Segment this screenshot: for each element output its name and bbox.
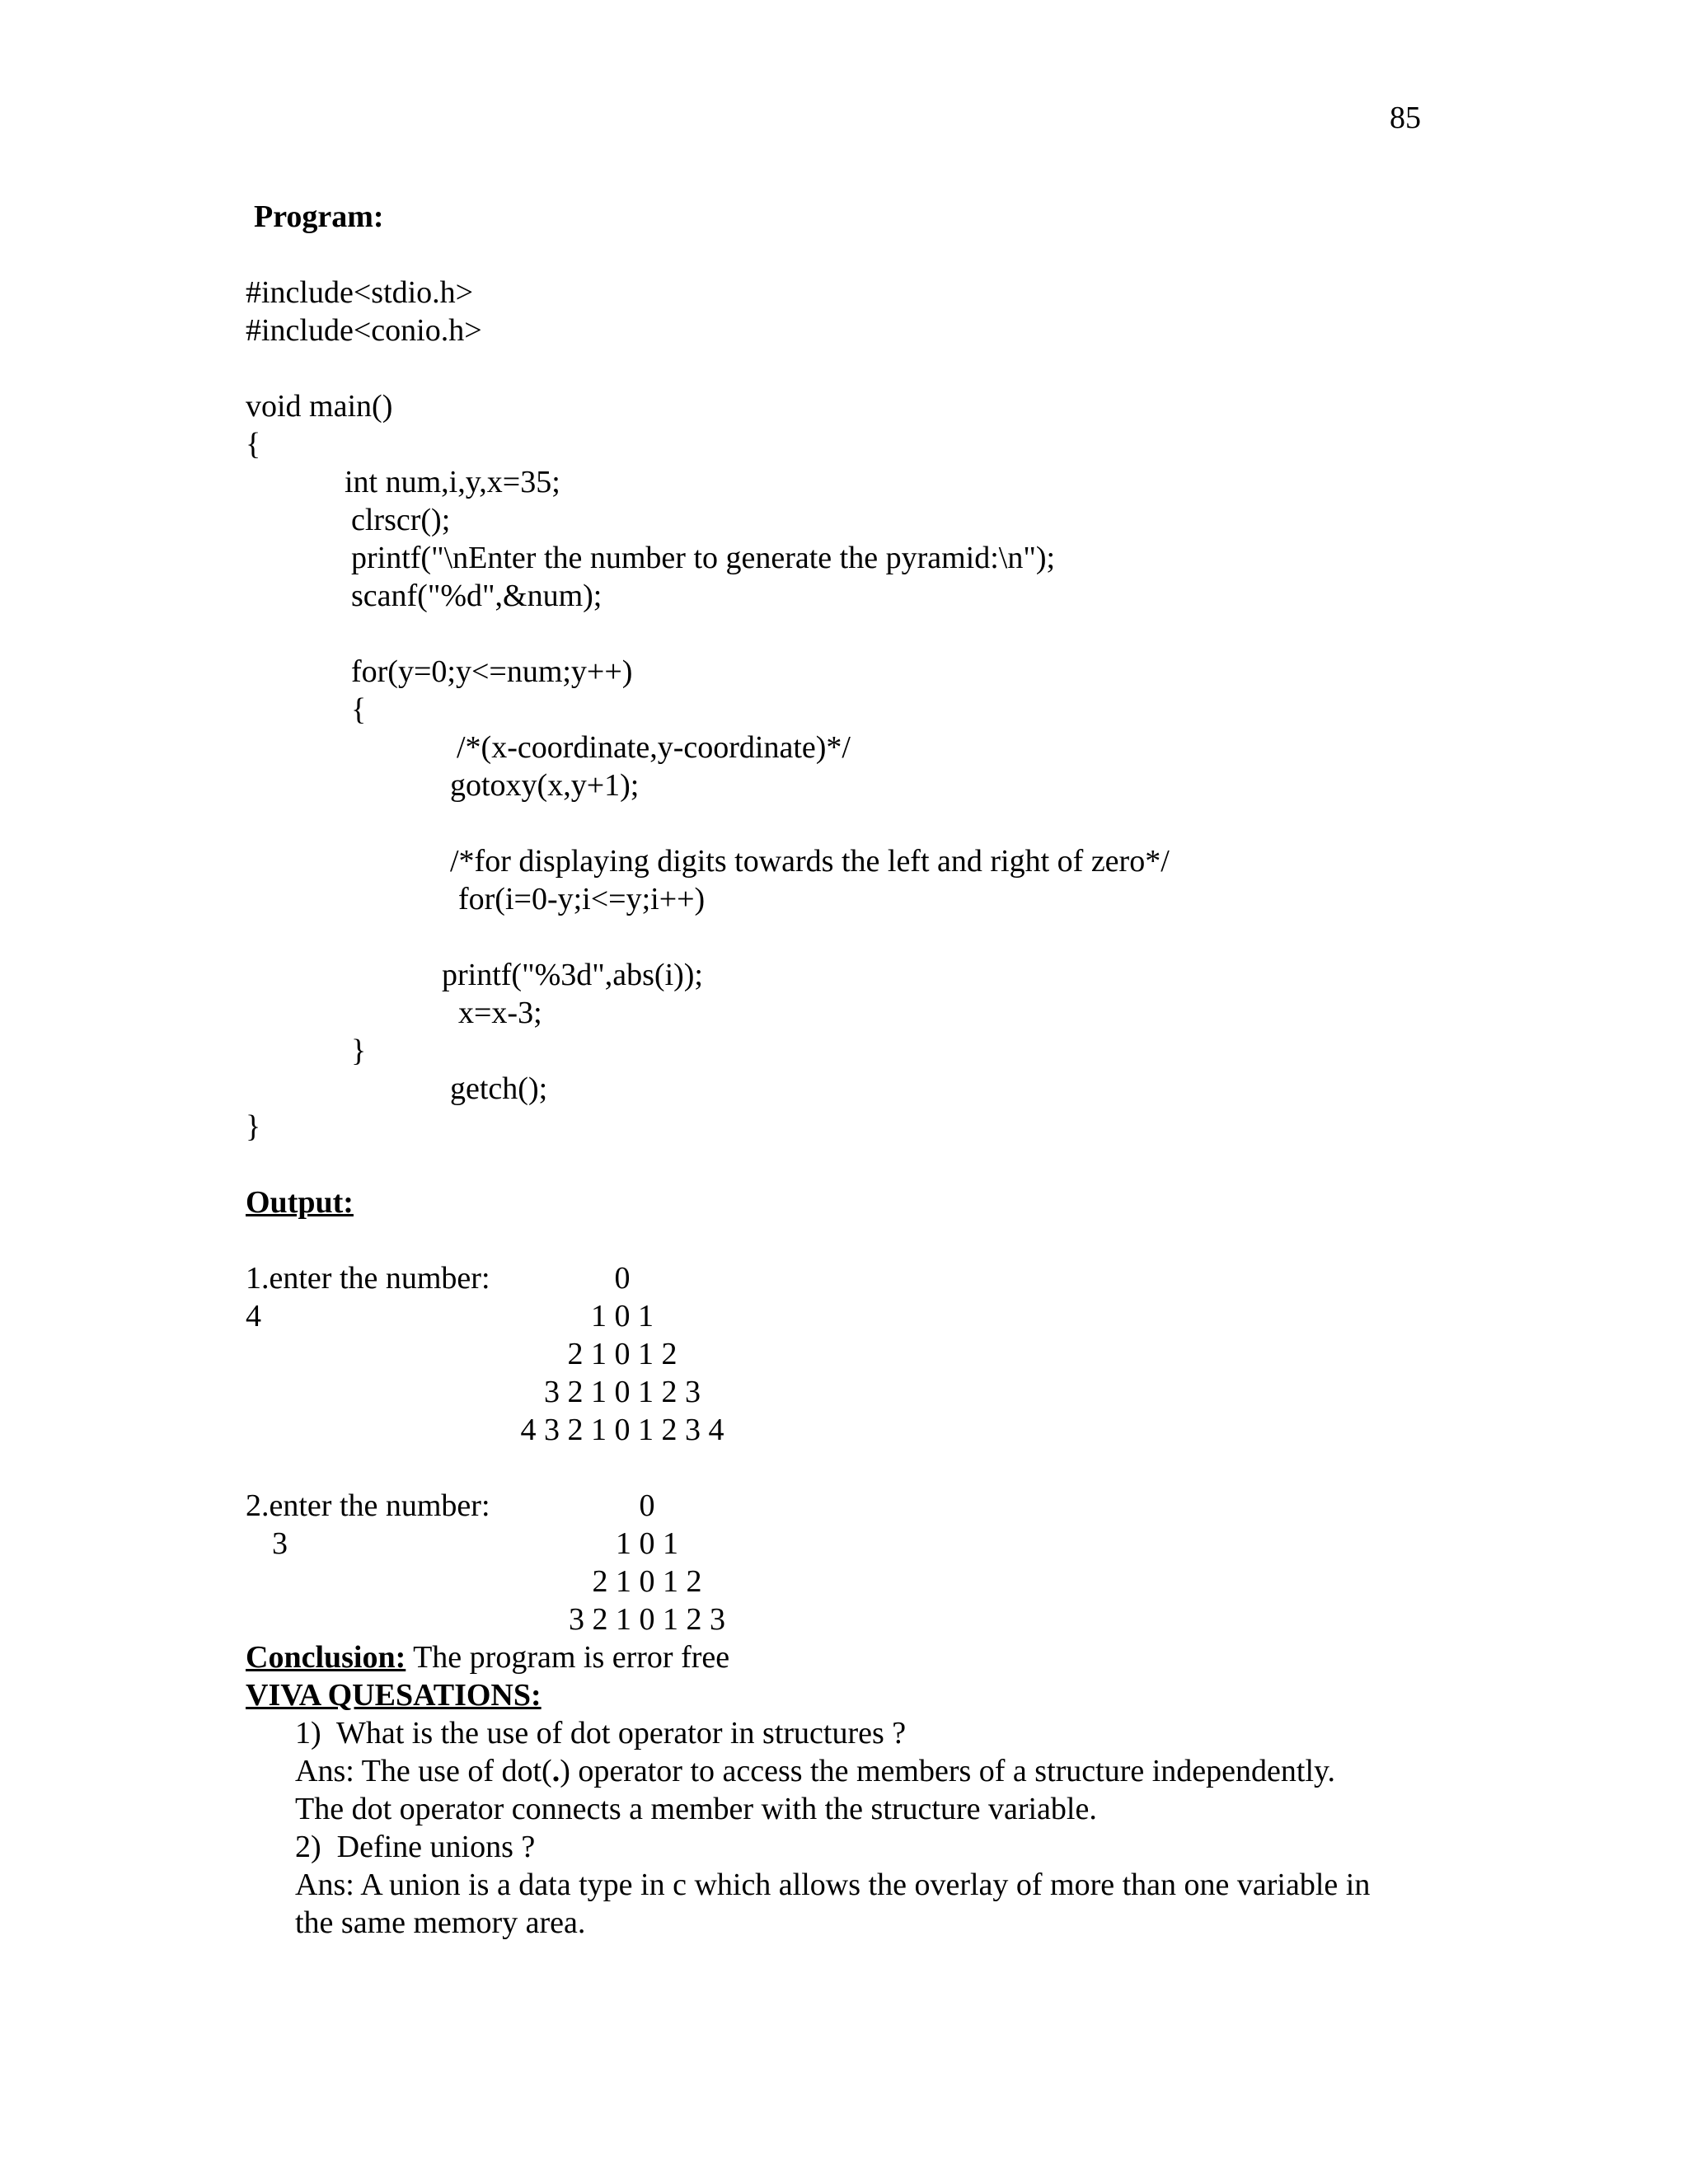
page-number: 85 <box>1390 101 1421 135</box>
answer-1-part: Ans: The use of dot( <box>295 1754 552 1788</box>
answer-1-part: ) operator to access the members of a structure independently. <box>560 1754 1336 1788</box>
conclusion <box>246 1638 729 1676</box>
viva-answer-2: Ans: A union is a data type in c which allows the overlay of more than one variable in <box>295 1868 1371 1902</box>
pyramid-row: 2 1 0 1 2 <box>567 1337 678 1371</box>
code-line: printf("%3d",abs(i)); <box>442 958 703 992</box>
code-line: } <box>246 1109 261 1144</box>
code-line: void main() <box>246 389 393 424</box>
run1-prompt: 1.enter the number: <box>246 1261 490 1296</box>
code-line: clrscr(); <box>351 503 451 537</box>
output-heading: Output: <box>246 1185 354 1220</box>
code-line: printf("\nEnter the number to generate the pyramid:\n"); <box>351 541 1056 575</box>
pyramid-row: 1 0 1 <box>616 1526 678 1561</box>
pyramid-row: 1 0 1 <box>591 1299 654 1333</box>
dot-symbol: . <box>551 1754 560 1788</box>
viva-answer-2-line2: the same memory area. <box>295 1905 586 1940</box>
code-line: scanf("%d",&num); <box>351 579 603 613</box>
run2-input: 3 <box>272 1526 288 1561</box>
conclusion-label: Conclusion: <box>246 1640 406 1675</box>
code-line: { <box>246 427 261 462</box>
viva-question-2: 2) Define unions ? <box>295 1830 536 1864</box>
code-line: for(y=0;y<=num;y++) <box>351 654 633 689</box>
code-line: getch(); <box>450 1071 548 1106</box>
code-line: #include<stdio.h> <box>246 275 474 310</box>
viva-answer-1 <box>295 1752 1335 1790</box>
pyramid-row: 3 2 1 0 1 2 3 <box>544 1375 701 1409</box>
code-line: } <box>351 1033 367 1068</box>
pyramid-row: 4 3 2 1 0 1 2 3 4 <box>520 1413 724 1447</box>
code-line: for(i=0-y;i<=y;i++) <box>458 882 706 916</box>
pyramid-row: 0 <box>639 1488 655 1523</box>
code-line: int num,i,y,x=35; <box>345 465 560 499</box>
code-line: #include<conio.h> <box>246 313 482 348</box>
pyramid-row: 3 2 1 0 1 2 3 <box>569 1602 725 1637</box>
viva-answer-1-line2: The dot operator connects a member with the structure variable. <box>295 1792 1097 1826</box>
code-line: { <box>351 692 367 727</box>
viva-heading: VIVA QUESATIONS: <box>246 1678 542 1713</box>
code-line: /*(x-coordinate,y-coordinate)*/ <box>457 730 851 765</box>
pyramid-row: 0 <box>614 1261 631 1296</box>
conclusion-text: The program is error free <box>406 1640 730 1675</box>
pyramid-row: 2 1 0 1 2 <box>592 1564 702 1599</box>
code-line: gotoxy(x,y+1); <box>450 768 640 803</box>
code-line: /*for displaying digits towards the left and right of zero*/ <box>450 844 1170 879</box>
code-line: x=x-3; <box>458 996 542 1030</box>
viva-question-1: 1) What is the use of dot operator in structures ? <box>295 1716 907 1750</box>
program-heading: Program: <box>254 199 384 234</box>
run1-input: 4 <box>246 1299 261 1333</box>
run2-prompt: 2.enter the number: <box>246 1488 490 1523</box>
